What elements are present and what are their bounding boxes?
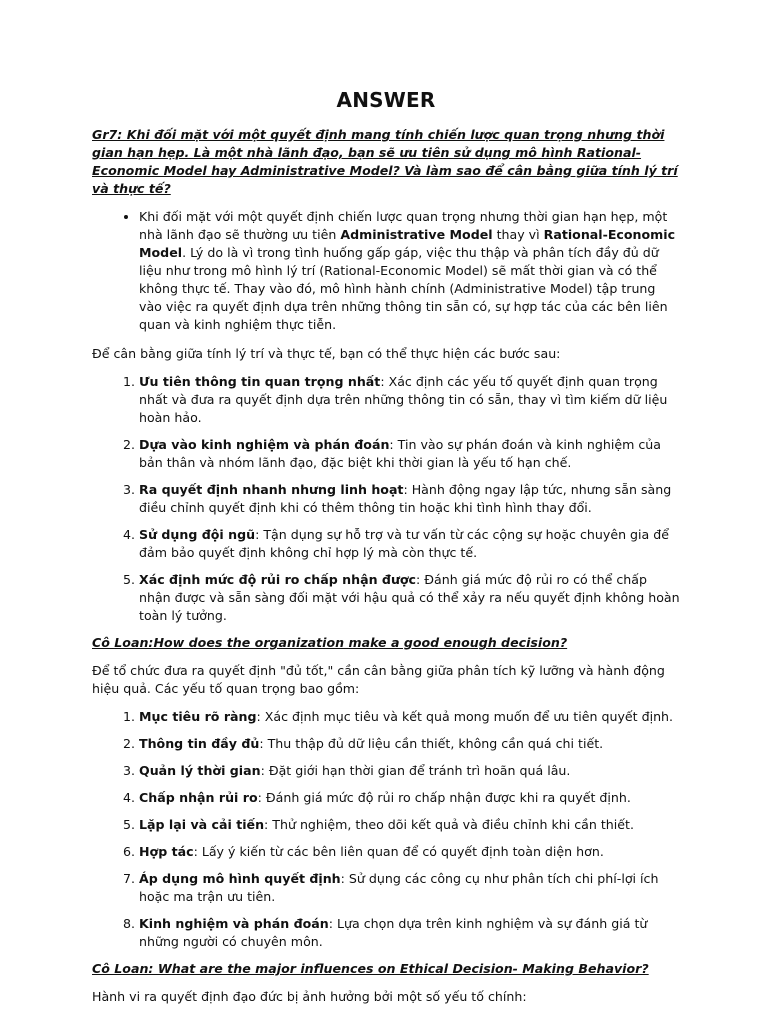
item-term: Hợp tác [139,844,194,859]
list-item [139,843,680,861]
item-text: : Xác định các yếu tố quyết định quan trọng nhất và đưa ra quyết định dựa trên những thông tin có sẵn, thay vì tìm kiếm dữ liệu hoàn hảo. [139,374,668,425]
item-text: : Lấy ý kiến từ các bên liên quan để có quyết định toàn diện hơn. [193,844,604,859]
list-item [139,571,680,625]
item-term: Kinh nghiệm và phán đoán [139,916,329,931]
balance-steps-list [92,373,680,625]
list-item [139,762,680,780]
balance-intro: Để cân bằng giữa tính lý trí và thực tế, bạn có thể thực hiện các bước sau: [92,346,561,361]
item-text: : Thử nghiệm, theo dõi kết quả và điều chỉnh khi cần thiết. [264,817,634,832]
bullet-bold-administrative: Administrative Model [340,227,493,242]
item-term: Áp dụng mô hình quyết định [139,871,341,886]
good-enough-intro: Để tổ chức đưa ra quyết định "đủ tốt," cần cân bằng giữa phân tích kỹ lưỡng và hành động hiệu quả. Các yếu tố quan trọng bao gồm: [92,663,665,696]
good-enough-list [92,708,680,951]
list-item [139,526,680,562]
bullet-text-3: . Lý do là vì trong tình huống gấp gáp, việc thu thập và phân tích đầy đủ dữ liệu như trong mô hình lý trí (Rational-Economic Model) sẽ mất thời gian và có thể không thực tế. Thay vào đó, mô hình hành chính (Administrative Model) tập trung vào việc ra quyết định dựa trên những thông tin sẵn có, sự hợp tác của các bên liên quan và kinh nghiệm thực tiễn. [139,245,668,332]
item-term: Sử dụng đội ngũ [139,527,256,542]
question-ethical: Cô Loan: What are the major influences on Ethical Decision- Making Behavior? [92,961,649,976]
bullet-bold-rational: Rational-Economic Model [139,227,676,260]
item-term: Ưu tiên thông tin quan trọng nhất [139,374,381,389]
list-item [139,436,680,472]
item-text: : Sử dụng các công cụ như phân tích chi phí-lợi ích hoặc ma trận ưu tiên. [139,871,659,904]
item-term: Dựa vào kinh nghiệm và phán đoán [139,437,390,452]
item-text: : Đặt giới hạn thời gian để tránh trì hoãn quá lâu. [260,763,571,778]
ethical-intro: Hành vi ra quyết định đạo đức bị ảnh hưởng bởi một số yếu tố chính: [92,989,527,1004]
item-text: : Xác định mục tiêu và kết quả mong muốn để ưu tiên quyết định. [256,709,674,724]
item-text: : Lựa chọn dựa trên kinh nghiệm và sự đánh giá từ những người có chuyên môn. [139,916,648,949]
item-term: Xác định mức độ rủi ro chấp nhận được [139,572,417,587]
item-text: : Đánh giá mức độ rủi ro chấp nhận được khi ra quyết định. [257,790,631,805]
item-term: Mục tiêu rõ ràng [139,709,257,724]
item-text: : Tận dụng sự hỗ trợ và tư vấn từ các cộng sự hoặc chuyên gia để đảm bảo quyết định không chỉ hợp lý mà còn thực tế. [139,527,670,560]
document-content [92,88,680,1016]
item-text: : Tin vào sự phán đoán và kinh nghiệm của bản thân và nhóm lãnh đạo, đặc biệt khi thời gian là yếu tố hạn chế. [139,437,661,470]
bullet-text-2: thay vì [492,227,544,242]
answer-bullet [139,208,680,334]
list-item [139,735,680,753]
item-text: : Hành động ngay lập tức, nhưng sẵn sàng điều chỉnh quyết định khi có thêm thông tin hoặc khi tình hình thay đổi. [139,482,672,515]
question-good-enough: Cô Loan:How does the organization make a good enough decision? [92,635,568,650]
list-item [139,481,680,517]
item-term: Quản lý thời gian [139,763,261,778]
list-item [139,373,680,427]
item-term: Chấp nhận rủi ro [139,790,258,805]
bullet-text-1: Khi đối mặt với một quyết định chiến lược quan trọng nhưng thời gian hạn hẹp, một nhà lãnh đạo sẽ thường ưu tiên [139,209,668,242]
item-text: : Đánh giá mức độ rủi ro có thể chấp nhận được và sẵn sàng đối mặt với hậu quả có thể xảy ra nếu quyết định không hoàn toàn lý tưởng. [139,572,680,623]
item-term: Ra quyết định nhanh nhưng linh hoạt [139,482,404,497]
list-item [139,789,680,807]
list-item [139,870,680,906]
item-text: : Thu thập đủ dữ liệu cần thiết, không cần quá chi tiết. [259,736,604,751]
item-term: Lặp lại và cải tiến [139,817,265,832]
list-item [139,816,680,834]
question-gr7: Gr7: Khi đối mặt với một quyết định mang tính chiến lược quan trọng nhưng thời gian hạn hẹp. Là một nhà lãnh đạo, bạn sẽ ưu tiên sử dụng mô hình Rational-Economic Model hay Administrative Model? Và làm sao để cân bằng giữa tính lý trí và thực tế? [92,127,678,196]
item-term: Thông tin đầy đủ [139,736,260,751]
page-title: ANSWER [336,88,436,112]
list-item [139,708,680,726]
answer-bullet-list [92,208,680,334]
list-item [139,915,680,951]
